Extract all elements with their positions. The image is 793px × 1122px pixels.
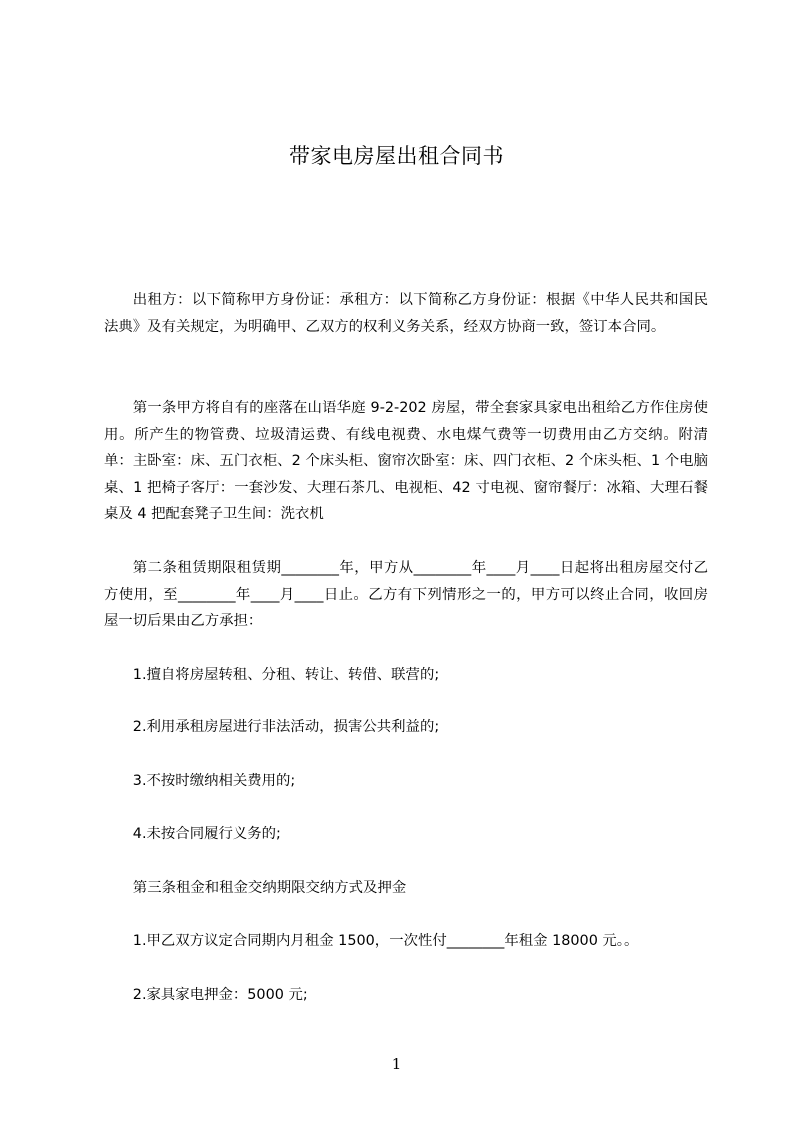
rent-item-1: 1.甲乙双方议定合同期内月租金 1500，一次性付________年租金 18000 元。。 bbox=[132, 933, 639, 949]
list-item-4: 4.未按合同履行义务的; bbox=[132, 826, 281, 842]
paragraph-article-3-heading: 第三条租金和租金交纳期限交纳方式及押金 bbox=[132, 880, 407, 896]
list-item-3: 3.不按时缴纳相关费用的; bbox=[132, 773, 296, 789]
paragraph-intro: 出租方：以下简称甲方身份证：承租方：以下简称乙方身份证：根据《中华人民共和国民法典》及有关规定，为明确甲、乙双方的权利义务关系，经双方协商一致，签订本合同。 bbox=[104, 292, 708, 335]
rent-item-2: 2.家具家电押金：5000 元; bbox=[132, 987, 308, 1003]
list-item-1: 1.擅自将房屋转租、分租、转让、转借、联营的; bbox=[132, 667, 440, 683]
paragraph-article-1: 第一条甲方将自有的座落在山语华庭 9-2-202 房屋，带全套家具家电出租给乙方作住房使用。所产生的物管费、垃圾清运费、有线电视费、水电煤气费等一切费用由乙方交纳。附清单：主卧室：床、五门衣柜、2 个床头柜、窗帘次卧室：床、四门衣柜、2 个床头柜、1 个电脑桌、1 把椅子客厅：一套沙发、大理石茶几、电视柜、42 寸电视、窗帘餐厅：冰箱、大理石餐桌及 4 把配套凳子卫生间：洗衣机 bbox=[104, 400, 708, 522]
document-title: 带家电房屋出租合同书 bbox=[289, 144, 504, 168]
list-item-2: 2.利用承租房屋进行非法活动，损害公共利益的; bbox=[132, 719, 440, 735]
page-number: 1 bbox=[391, 1055, 402, 1073]
paragraph-article-2: 第二条租赁期限租赁期________年，甲方从________年____月____日起将出租房屋交付乙方使用，至________年____月____日止。乙方有下列情形之一的，甲方可以终止合同，收回房屋一切后果由乙方承担： bbox=[104, 560, 708, 629]
